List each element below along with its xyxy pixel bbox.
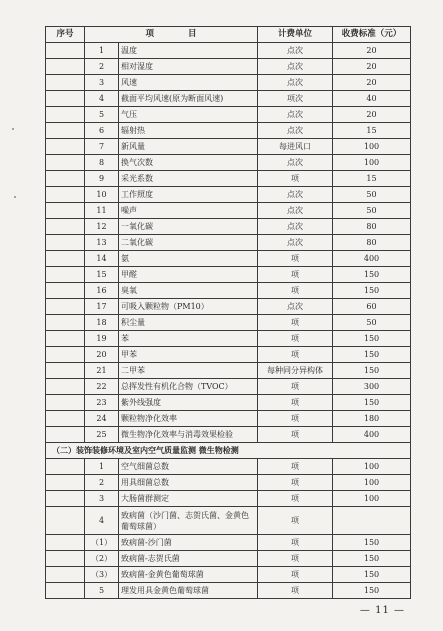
table-row — [46, 219, 411, 235]
table-row — [46, 171, 411, 187]
row-name: 总挥发性有机化合物（TVOC） — [119, 379, 258, 395]
row-unit: 点次 — [258, 123, 333, 139]
row-seq — [46, 203, 85, 219]
table-row — [46, 283, 411, 299]
table-body-section1 — [46, 43, 411, 443]
row-unit: 项 — [258, 379, 333, 395]
row-fee: 100 — [333, 155, 411, 171]
row-name: 温度 — [119, 43, 258, 59]
page-number: — 11 — — [359, 605, 405, 616]
row-seq — [46, 379, 85, 395]
row-unit: 点次 — [258, 59, 333, 75]
table-body-section3 — [46, 535, 411, 599]
row-fee: 150 — [333, 535, 411, 551]
header-unit: 计费单位 — [258, 27, 333, 43]
row-no: （2） — [85, 551, 119, 567]
row-unit: 项 — [258, 535, 333, 551]
row-fee: 20 — [333, 75, 411, 91]
row-no: 15 — [85, 267, 119, 283]
row-seq — [46, 251, 85, 267]
row-name: 气压 — [119, 107, 258, 123]
row-fee: 150 — [333, 567, 411, 583]
row-seq — [46, 411, 85, 427]
table-row — [46, 267, 411, 283]
row-no: 4 — [85, 507, 119, 535]
row-seq — [46, 235, 85, 251]
row-fee: 150 — [333, 283, 411, 299]
scan-speck — [14, 196, 16, 198]
table-row — [46, 107, 411, 123]
table-row — [46, 567, 411, 583]
row-unit: 项 — [258, 475, 333, 491]
row-fee: 150 — [333, 331, 411, 347]
table-row — [46, 187, 411, 203]
row-fee: 150 — [333, 347, 411, 363]
row-seq — [46, 107, 85, 123]
table-row — [46, 155, 411, 171]
table-row — [46, 235, 411, 251]
row-seq — [46, 491, 85, 507]
row-fee: 180 — [333, 411, 411, 427]
table-row — [46, 551, 411, 567]
row-unit: 每进风口 — [258, 139, 333, 155]
row-fee: 50 — [333, 203, 411, 219]
row-name: 工作照度 — [119, 187, 258, 203]
row-no: 1 — [85, 459, 119, 475]
table-row — [46, 91, 411, 107]
row-seq — [46, 347, 85, 363]
table-row — [46, 43, 411, 59]
row-no: 3 — [85, 491, 119, 507]
table-header-row — [46, 27, 411, 43]
row-seq — [46, 331, 85, 347]
table-row — [46, 315, 411, 331]
row-unit: 项 — [258, 491, 333, 507]
row-no: （3） — [85, 567, 119, 583]
row-name: 甲醛 — [119, 267, 258, 283]
row-no: 13 — [85, 235, 119, 251]
row-fee: 50 — [333, 187, 411, 203]
row-name: 二甲苯 — [119, 363, 258, 379]
row-no: 3 — [85, 75, 119, 91]
row-no: 17 — [85, 299, 119, 315]
table-row — [46, 347, 411, 363]
row-fee: 50 — [333, 315, 411, 331]
table-body-pathogen — [46, 507, 411, 535]
row-no: 21 — [85, 363, 119, 379]
row-name: 致病菌-志贺氏菌 — [119, 551, 258, 567]
row-name: 二氧化碳 — [119, 235, 258, 251]
row-no: 2 — [85, 59, 119, 75]
row-fee: 400 — [333, 251, 411, 267]
row-name: 空气细菌总数 — [119, 459, 258, 475]
row-no: 6 — [85, 123, 119, 139]
table-row — [46, 475, 411, 491]
row-name: 用具细菌总数 — [119, 475, 258, 491]
row-no: 18 — [85, 315, 119, 331]
row-fee: 400 — [333, 427, 411, 443]
table-body-section2 — [46, 459, 411, 507]
row-no: 14 — [85, 251, 119, 267]
row-unit: 点次 — [258, 187, 333, 203]
row-fee: 150 — [333, 395, 411, 411]
row-fee: 150 — [333, 551, 411, 567]
row-fee: 80 — [333, 235, 411, 251]
row-name: 甲苯 — [119, 347, 258, 363]
header-item: 项 目 — [85, 27, 258, 43]
table-row — [46, 535, 411, 551]
table-row — [46, 331, 411, 347]
row-seq — [46, 43, 85, 59]
row-name: 可吸入颗粒物（PM10） — [119, 299, 258, 315]
row-name: 颗粒物净化效率 — [119, 411, 258, 427]
row-seq — [46, 583, 85, 599]
row-name: 风速 — [119, 75, 258, 91]
table-row — [46, 203, 411, 219]
row-fee: 100 — [333, 475, 411, 491]
row-name: 采光系数 — [119, 171, 258, 187]
row-seq — [46, 459, 85, 475]
fee-table — [45, 26, 411, 599]
row-fee: 100 — [333, 491, 411, 507]
row-seq — [46, 299, 85, 315]
row-unit: 项 — [258, 427, 333, 443]
row-no: 10 — [85, 187, 119, 203]
row-unit: 点次 — [258, 107, 333, 123]
table-row — [46, 459, 411, 475]
row-no: 5 — [85, 107, 119, 123]
row-no: 4 — [85, 91, 119, 107]
row-unit: 项次 — [258, 91, 333, 107]
row-no: 2 — [85, 475, 119, 491]
row-no: 16 — [85, 283, 119, 299]
row-no: 7 — [85, 139, 119, 155]
row-seq — [46, 363, 85, 379]
row-no: 9 — [85, 171, 119, 187]
row-no: 19 — [85, 331, 119, 347]
table-row — [46, 411, 411, 427]
row-name: 臭氧 — [119, 283, 258, 299]
row-seq — [46, 219, 85, 235]
row-fee — [333, 507, 411, 535]
row-fee: 100 — [333, 459, 411, 475]
row-no: 11 — [85, 203, 119, 219]
row-unit: 点次 — [258, 75, 333, 91]
row-unit: 项 — [258, 583, 333, 599]
table-row — [46, 379, 411, 395]
row-name: 辐射热 — [119, 123, 258, 139]
row-name: 理发用具金黄色葡萄球菌 — [119, 583, 258, 599]
table-row — [46, 507, 411, 535]
section-title: （二）装饰装修环境及室内空气质量监测 微生物检测 — [46, 443, 411, 459]
row-seq — [46, 123, 85, 139]
row-seq — [46, 171, 85, 187]
row-no: 5 — [85, 583, 119, 599]
table-row — [46, 583, 411, 599]
row-unit: 项 — [258, 551, 333, 567]
row-unit: 项 — [258, 507, 333, 535]
row-unit: 项 — [258, 395, 333, 411]
row-unit: 项 — [258, 315, 333, 331]
row-fee: 20 — [333, 43, 411, 59]
row-seq — [46, 91, 85, 107]
row-fee: 20 — [333, 59, 411, 75]
row-no: 12 — [85, 219, 119, 235]
row-name: 致病菌-金黄色葡萄球菌 — [119, 567, 258, 583]
row-name: 大肠菌群测定 — [119, 491, 258, 507]
row-fee: 40 — [333, 91, 411, 107]
table-row — [46, 251, 411, 267]
row-name: 一氧化碳 — [119, 219, 258, 235]
row-fee: 300 — [333, 379, 411, 395]
row-unit: 项 — [258, 267, 333, 283]
table-row — [46, 123, 411, 139]
row-fee: 150 — [333, 267, 411, 283]
table-row — [46, 75, 411, 91]
table-row — [46, 427, 411, 443]
row-name: 氨 — [119, 251, 258, 267]
table-row — [46, 363, 411, 379]
row-name: 换气次数 — [119, 155, 258, 171]
row-name: 新风量 — [119, 139, 258, 155]
row-unit: 点次 — [258, 235, 333, 251]
row-no: （1） — [85, 535, 119, 551]
row-unit: 项 — [258, 331, 333, 347]
row-seq — [46, 535, 85, 551]
row-fee: 100 — [333, 139, 411, 155]
row-fee: 150 — [333, 583, 411, 599]
table-row — [46, 59, 411, 75]
row-seq — [46, 395, 85, 411]
row-unit: 点次 — [258, 43, 333, 59]
row-unit: 点次 — [258, 219, 333, 235]
row-seq — [46, 567, 85, 583]
row-seq — [46, 155, 85, 171]
row-fee: 80 — [333, 219, 411, 235]
row-unit: 项 — [258, 251, 333, 267]
row-no: 23 — [85, 395, 119, 411]
row-name: 噪声 — [119, 203, 258, 219]
row-fee: 15 — [333, 123, 411, 139]
row-unit: 项 — [258, 567, 333, 583]
row-no: 24 — [85, 411, 119, 427]
row-seq — [46, 283, 85, 299]
row-name: 积尘量 — [119, 315, 258, 331]
section-row — [46, 443, 411, 459]
row-unit: 点次 — [258, 299, 333, 315]
table-row — [46, 491, 411, 507]
table-row — [46, 395, 411, 411]
table-row — [46, 299, 411, 315]
row-no: 22 — [85, 379, 119, 395]
row-name: 截面平均风速(原为断面风速) — [119, 91, 258, 107]
header-seq: 序号 — [46, 27, 85, 43]
row-name: 微生物净化效率与消毒效果检验 — [119, 427, 258, 443]
row-unit: 项 — [258, 459, 333, 475]
row-unit: 点次 — [258, 203, 333, 219]
row-seq — [46, 427, 85, 443]
row-no: 25 — [85, 427, 119, 443]
row-no: 8 — [85, 155, 119, 171]
row-name: 致病菌（沙门菌、志贺氏菌、金黄色葡萄球菌） — [119, 507, 258, 535]
row-name: 致病菌-沙门菌 — [119, 535, 258, 551]
row-seq — [46, 551, 85, 567]
row-seq — [46, 75, 85, 91]
row-unit: 项 — [258, 411, 333, 427]
table-body-section2-header — [46, 443, 411, 459]
header-fee: 收费标准（元） — [333, 27, 411, 43]
row-unit: 点次 — [258, 155, 333, 171]
row-name: 相对湿度 — [119, 59, 258, 75]
row-seq — [46, 315, 85, 331]
row-name: 苯 — [119, 331, 258, 347]
row-no: 20 — [85, 347, 119, 363]
row-unit: 项 — [258, 347, 333, 363]
row-unit: 每种同分异构体 — [258, 363, 333, 379]
row-fee: 15 — [333, 171, 411, 187]
row-unit: 项 — [258, 171, 333, 187]
row-no: 1 — [85, 43, 119, 59]
row-name: 紫外线强度 — [119, 395, 258, 411]
row-seq — [46, 475, 85, 491]
row-seq — [46, 187, 85, 203]
row-seq — [46, 59, 85, 75]
row-unit: 项 — [258, 283, 333, 299]
scan-speck — [12, 128, 14, 130]
row-seq — [46, 139, 85, 155]
row-fee: 20 — [333, 107, 411, 123]
row-fee: 60 — [333, 299, 411, 315]
row-fee: 150 — [333, 363, 411, 379]
row-seq — [46, 267, 85, 283]
table-row — [46, 139, 411, 155]
